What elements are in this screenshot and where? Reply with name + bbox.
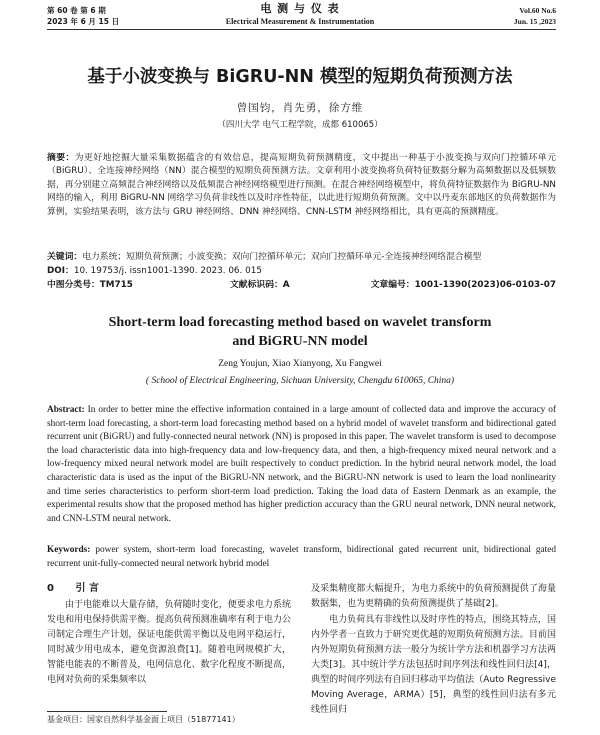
doi <box>47 265 556 278</box>
intro-right-paragraph-1: 及采集精度都大幅提升，为电力系统中的负荷预测提供了海量数据集，也为更精确的负荷预测提供了基础[2]。 <box>311 584 556 609</box>
intro-right-paragraph-2: 电力负荷具有非线性以及时序性的特点，围绕其特点，国内外学者一直致力于研究更优越的短期负荷预测方法。目前国内外短期负荷预测方法一般分为统计学方法和机器学习方法两大类[3]。其中统计学方法包括时间序列法和线性回归法[4]，典型的时间序列法有自回归移动平均值法（Auto Regressive Moving Average，ARMA）[5]，典型的线性回归法有多元线性回归 <box>311 615 556 715</box>
journal-name-cn: 电 测 与 仪 表 <box>260 2 340 15</box>
section-title: 引 言 <box>75 583 99 594</box>
abstract-en-text: In order to better mine the effective information contained in a large amount of collected data and improve the accuracy of short-term load forecasting, a short-term load forecasting method based on a hybrid model of wavelet transform and bidirectional gated recurrent unit (BiGRU) and fully-connected neural network (NN) is proposed in this paper. The wavelet transform is used to decompose the load characteristic data into high-frequency data and low-frequency data, and then, a high-frequency mixed neural network and a low-frequency mixed neural network model are built respectively to conduct prediction. In the hybrid neural network model, the load characteristic data is used as the input of the BiGRU-NN network, and the BiGRU-NN network is used to learn the load nonlinearity and time series characteristics to perform short-term load prediction. Taking the load data of Eastern Denmark as an example, the experimental results show that the proposed method has higher prediction accuracy than the GRU neural network, DNN neural network, and CNN-LSTM neural network. <box>47 405 556 524</box>
funding-note: 基金项目：国家自然科学基金面上项目（51877141） <box>47 715 240 724</box>
keywords-en-text: power system, short-term load forecasting, wavelet transform, bidirectional gated recurrent unit, bidirectional gated recurrent unit-fully-connected neural network hybrid model <box>47 545 556 569</box>
intro-left-paragraph: 由于电能难以大量存储，负荷随时变化，便要求电力系统发电和用电保持供需平衡。提高负荷预测准确率有利于电力公司制定合理生产计划，保证电能供需平衡以及电网平稳运行，同时减少用电成本，避免资源浪费[1]。随着电网规模扩大，智能电能表的不断普及，电网信息化、数字化程度不断提高，电网对负荷的采集频率以 <box>47 600 291 685</box>
abstract-en <box>47 404 556 526</box>
keywords-en <box>47 544 556 571</box>
doi-value: 10. 19753/j. issn1001-1390. 2023. 06. 015 <box>73 266 262 276</box>
abstract-cn <box>47 152 556 219</box>
keywords-en-label: Keywords: <box>47 545 91 555</box>
section-heading <box>47 582 287 596</box>
article-number: 文章编号：1001-1390(2023)06-0103-07 <box>370 280 556 290</box>
affiliation-cn: （四川大学 电气工程学院，成都 610065） <box>217 120 383 130</box>
authors-cn: 曾国钧，肖先勇，徐方维 <box>236 102 364 114</box>
section-number: 0 <box>47 583 54 594</box>
doi-label: DOI： <box>47 266 74 276</box>
keywords-cn-label: 关键词： <box>47 252 83 262</box>
affiliation-en: ( School of Electrical Engineering, Sichuan University, Chengdu 610065, China) <box>145 376 455 386</box>
footnote-rule <box>47 711 167 712</box>
journal-name-en: Electrical Measurement & Instrumentation <box>225 17 375 26</box>
keywords-cn-text: 电力系统；短期负荷预测；小波变换；双向门控循环单元；双向门控循环单元-全连接神经网络混合模型 <box>82 252 482 262</box>
issue-date-en: Jun. 15 ,2023 <box>513 17 556 26</box>
keywords-cn <box>47 251 556 264</box>
paper-title-en-line2: and BiGRU-NN model <box>232 334 368 349</box>
abstract-cn-label: 摘要： <box>47 153 75 163</box>
paper-title-cn: 基于小波变换与 BiGRU-NN 模型的短期负荷预测方法 <box>87 67 513 87</box>
document-code: 文献标识码：A <box>230 280 290 290</box>
paper-title-en-line1: Short-term load forecasting method based on wavelet transform <box>108 315 492 330</box>
clc-number: 中图分类号：TM715 <box>47 280 133 290</box>
volume-issue-en: Vol.60 No.6 <box>519 6 556 15</box>
abstract-en-label: Abstract: <box>47 405 85 415</box>
authors-en: Zeng Youjun, Xiao Xianyong, Xu Fangwei <box>218 359 382 369</box>
abstract-cn-text: 为更好地挖掘大量采集数据蕴含的有效信息，提高短期负荷预测精度，文中提出一种基于小波变换与双向门控循环单元（BiGRU）、全连接神经网络（NN）混合模型的短期负荷预测方法。文章利用小波变换将负荷特征数据分解为高频数据以及低频数据，再分别建立高频混合神经网络以及低频混合神经网络模型进行预测。在混合神经网络模型中，将负荷特征数据作为 BiGRU-NN 网络的输入，利用 BiGRU-NN 网络学习负荷非线性以及时序性特征，以此进行短期负荷预测。文中以丹麦东部地区的负荷数据作为算例，实验结果表明，该方法与 GRU 神经网络、DNN 神经网络、CNN-LSTM 神经网络相比，具有更高的预测精度。 <box>47 153 556 217</box>
volume-issue: 第 60 卷 第 6 期 <box>47 6 106 15</box>
header-rule <box>47 29 556 30</box>
issue-date: 2023 年 6 月 15 日 <box>47 17 120 26</box>
